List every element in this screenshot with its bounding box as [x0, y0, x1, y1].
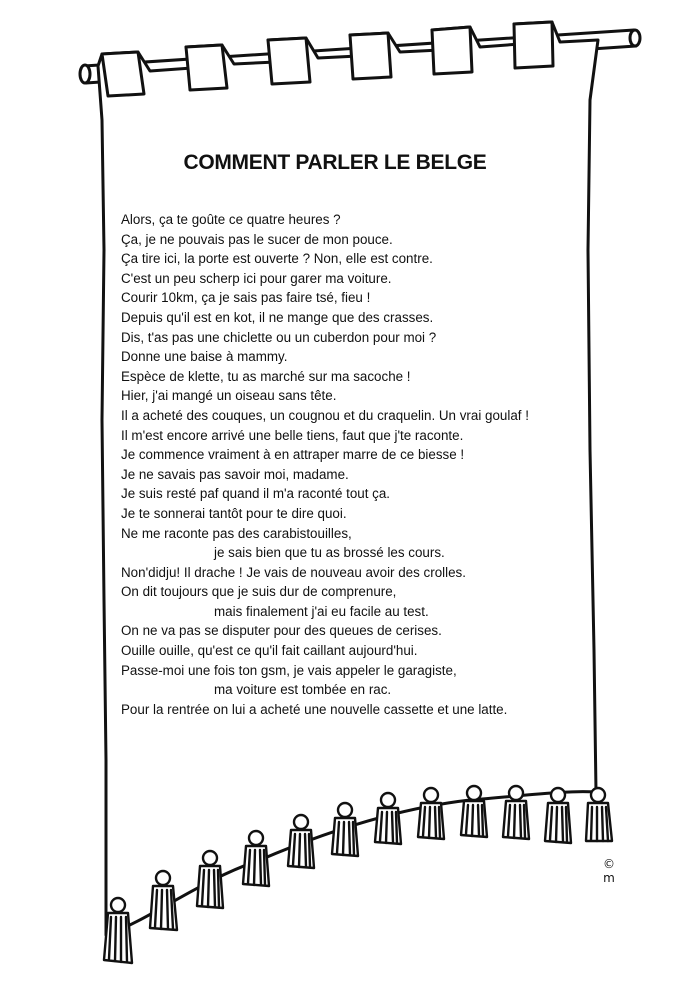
phrase-line: Hier, j'ai mangé un oiseau sans tête.	[121, 388, 337, 404]
phrase-line: Ouille ouille, qu'est ce qu'il fait caillant aujourd'hui.	[121, 643, 418, 659]
page-title: COMMENT PARLER LE BELGE	[183, 151, 487, 174]
phrase-line: Il m'est encore arrivé une belle tiens, faut que j'te raconte.	[121, 427, 464, 443]
phrase-line: Donne une baise à mammy.	[121, 349, 288, 365]
copyright-icon: ©	[603, 857, 615, 871]
phrase-line: Ça tire ici, la porte est ouverte ? Non, elle est contre.	[121, 251, 433, 267]
phrase-line: Je suis resté paf quand il m'a raconté tout ça.	[121, 486, 391, 502]
phrase-line: On ne va pas se disputer pour des queues de cerises.	[121, 623, 442, 639]
artist-signature: m	[603, 871, 615, 885]
phrase-line: Il a acheté des couques, un cougnou et du craquelin. Un vrai goulaf !	[121, 407, 529, 423]
phrase-line: Pour la rentrée on lui a acheté une nouvelle cassette et une latte.	[121, 701, 508, 717]
copyright-mark	[601, 857, 617, 885]
phrase-line: Espèce de klette, tu as marché sur ma sacoche !	[121, 368, 411, 384]
phrase-line: Je te sonnerai tantôt pour te dire quoi.	[121, 505, 347, 521]
phrase-line: On dit toujours que je suis dur de comprenure,	[121, 584, 397, 600]
phrase-line: Dis, t'as pas une chiclette ou un cuberdon pour moi ?	[121, 329, 437, 345]
phrase-line: Non'didju! Il drache ! Je vais de nouveau avoir des crolles.	[121, 564, 466, 580]
phrase-line: Je ne savais pas savoir moi, madame.	[121, 466, 349, 482]
phrase-list	[121, 210, 571, 719]
phrase-line: Je commence vraiment à en attraper marre de ce biesse !	[121, 447, 465, 463]
phrase-line: Passe-moi une fois ton gsm, je vais appeler le garagiste,	[121, 662, 457, 678]
phrase-line: Alors, ça te goûte ce quatre heures ?	[121, 212, 341, 227]
phrase-line: Courir 10km, ça je sais pas faire tsé, fieu !	[121, 290, 371, 306]
phrase-line: mais finalement j'ai eu facile au test.	[214, 603, 429, 619]
phrase-line: Depuis qu'il est en kot, il ne mange que des crasses.	[121, 309, 434, 325]
phrase-line: je sais bien que tu as brossé les cours.	[214, 545, 445, 561]
phrase-line: Ça, je ne pouvais pas le sucer de mon pouce.	[121, 231, 393, 247]
phrase-line: C'est un peu scherp ici pour garer ma voiture.	[121, 270, 392, 286]
phrase-line: Ne me raconte pas des carabistouilles,	[121, 525, 352, 541]
phrase-line: ma voiture est tombée en rac.	[214, 682, 392, 698]
